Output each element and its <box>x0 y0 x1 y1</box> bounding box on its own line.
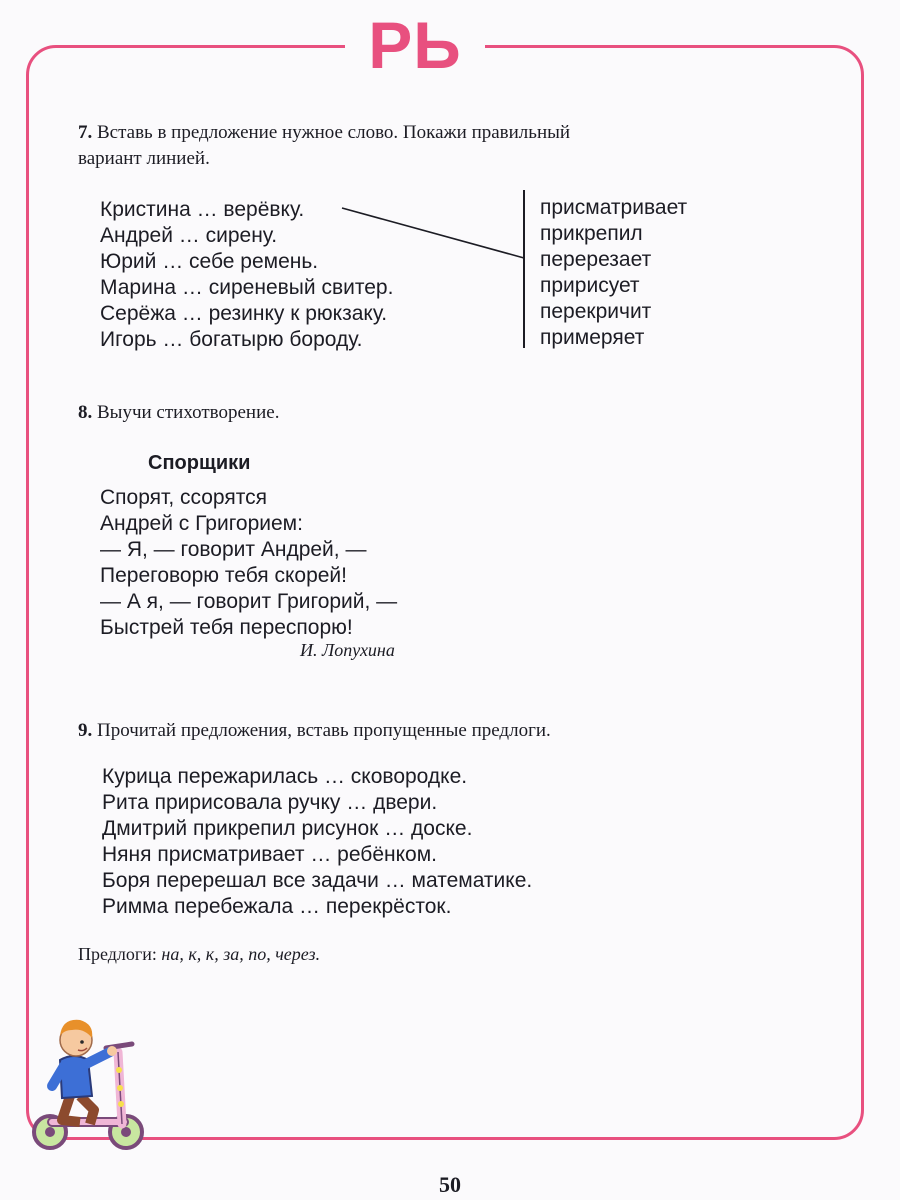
prepositions-list: на, к, к, за, по, через. <box>161 944 321 964</box>
poem-author: И. Лопухина <box>300 640 395 660</box>
poem-line: — А я, — говорит Григорий, — <box>100 590 398 613</box>
task7-word: перекричит <box>540 300 652 323</box>
poem-line: Быстрей тебя переспорю! <box>100 616 353 639</box>
page-number: 50 <box>439 1172 461 1197</box>
task7-word: присматривает <box>540 196 688 219</box>
task8-number: 8. <box>78 402 93 423</box>
task9-instruction <box>78 718 551 744</box>
task7-word: пририсует <box>540 274 640 297</box>
task7-word: прикрепил <box>540 222 643 245</box>
task7-sentence: Андрей … сирену. <box>100 224 278 247</box>
task7-instruction-line2: вариант линией. <box>78 148 210 169</box>
prepositions-label: Предлоги: <box>78 944 157 964</box>
boy-on-scooter-illustration <box>22 1000 152 1160</box>
poem-line: Переговорю тебя скорей! <box>100 564 347 587</box>
task7-instruction-line1: Вставь в предложение нужное слово. Покажи правильный <box>97 122 571 143</box>
task7-sentence: Кристина … верёвку. <box>100 198 305 221</box>
poem-title: Спорщики <box>148 452 251 474</box>
task7-word: перерезает <box>540 248 652 271</box>
task9-instruction-text: Прочитай предложения, вставь пропущенные предлоги. <box>97 720 551 741</box>
task9-sentence: Боря перерешал все задачи … математике. <box>102 869 533 892</box>
task9-sentence: Дмитрий прикрепил рисунок … доске. <box>102 817 473 840</box>
task9-number: 9. <box>78 720 93 741</box>
task8-instruction <box>78 400 279 426</box>
task9-sentence: Няня присматривает … ребёнком. <box>102 843 437 866</box>
task7-word: примеряет <box>540 326 645 349</box>
task9-sentence: Римма перебежала … перекрёсток. <box>102 895 452 918</box>
task8-instruction-text: Выучи стихотворение. <box>97 402 280 423</box>
poem-line: — Я, — говорит Андрей, — <box>100 538 367 561</box>
task7-sentence: Игорь … богатырю бороду. <box>100 328 363 351</box>
task7-sentence: Серёжа … резинку к рюкзаку. <box>100 302 388 325</box>
poem-line: Спорят, ссорятся <box>100 486 267 509</box>
prepositions-line <box>78 944 320 965</box>
task9-sentence: Рита пририсовала ручку … двери. <box>102 791 438 814</box>
task7-sentence: Марина … сиреневый свитер. <box>100 276 394 299</box>
task7-number: 7. <box>78 122 93 143</box>
task9-sentence: Курица пережарилась … сковородке. <box>102 765 468 788</box>
task7-sentence: Юрий … себе ремень. <box>100 250 319 273</box>
header-letters: РЬ <box>368 8 462 82</box>
poem-line: Андрей с Григорием: <box>100 512 303 535</box>
